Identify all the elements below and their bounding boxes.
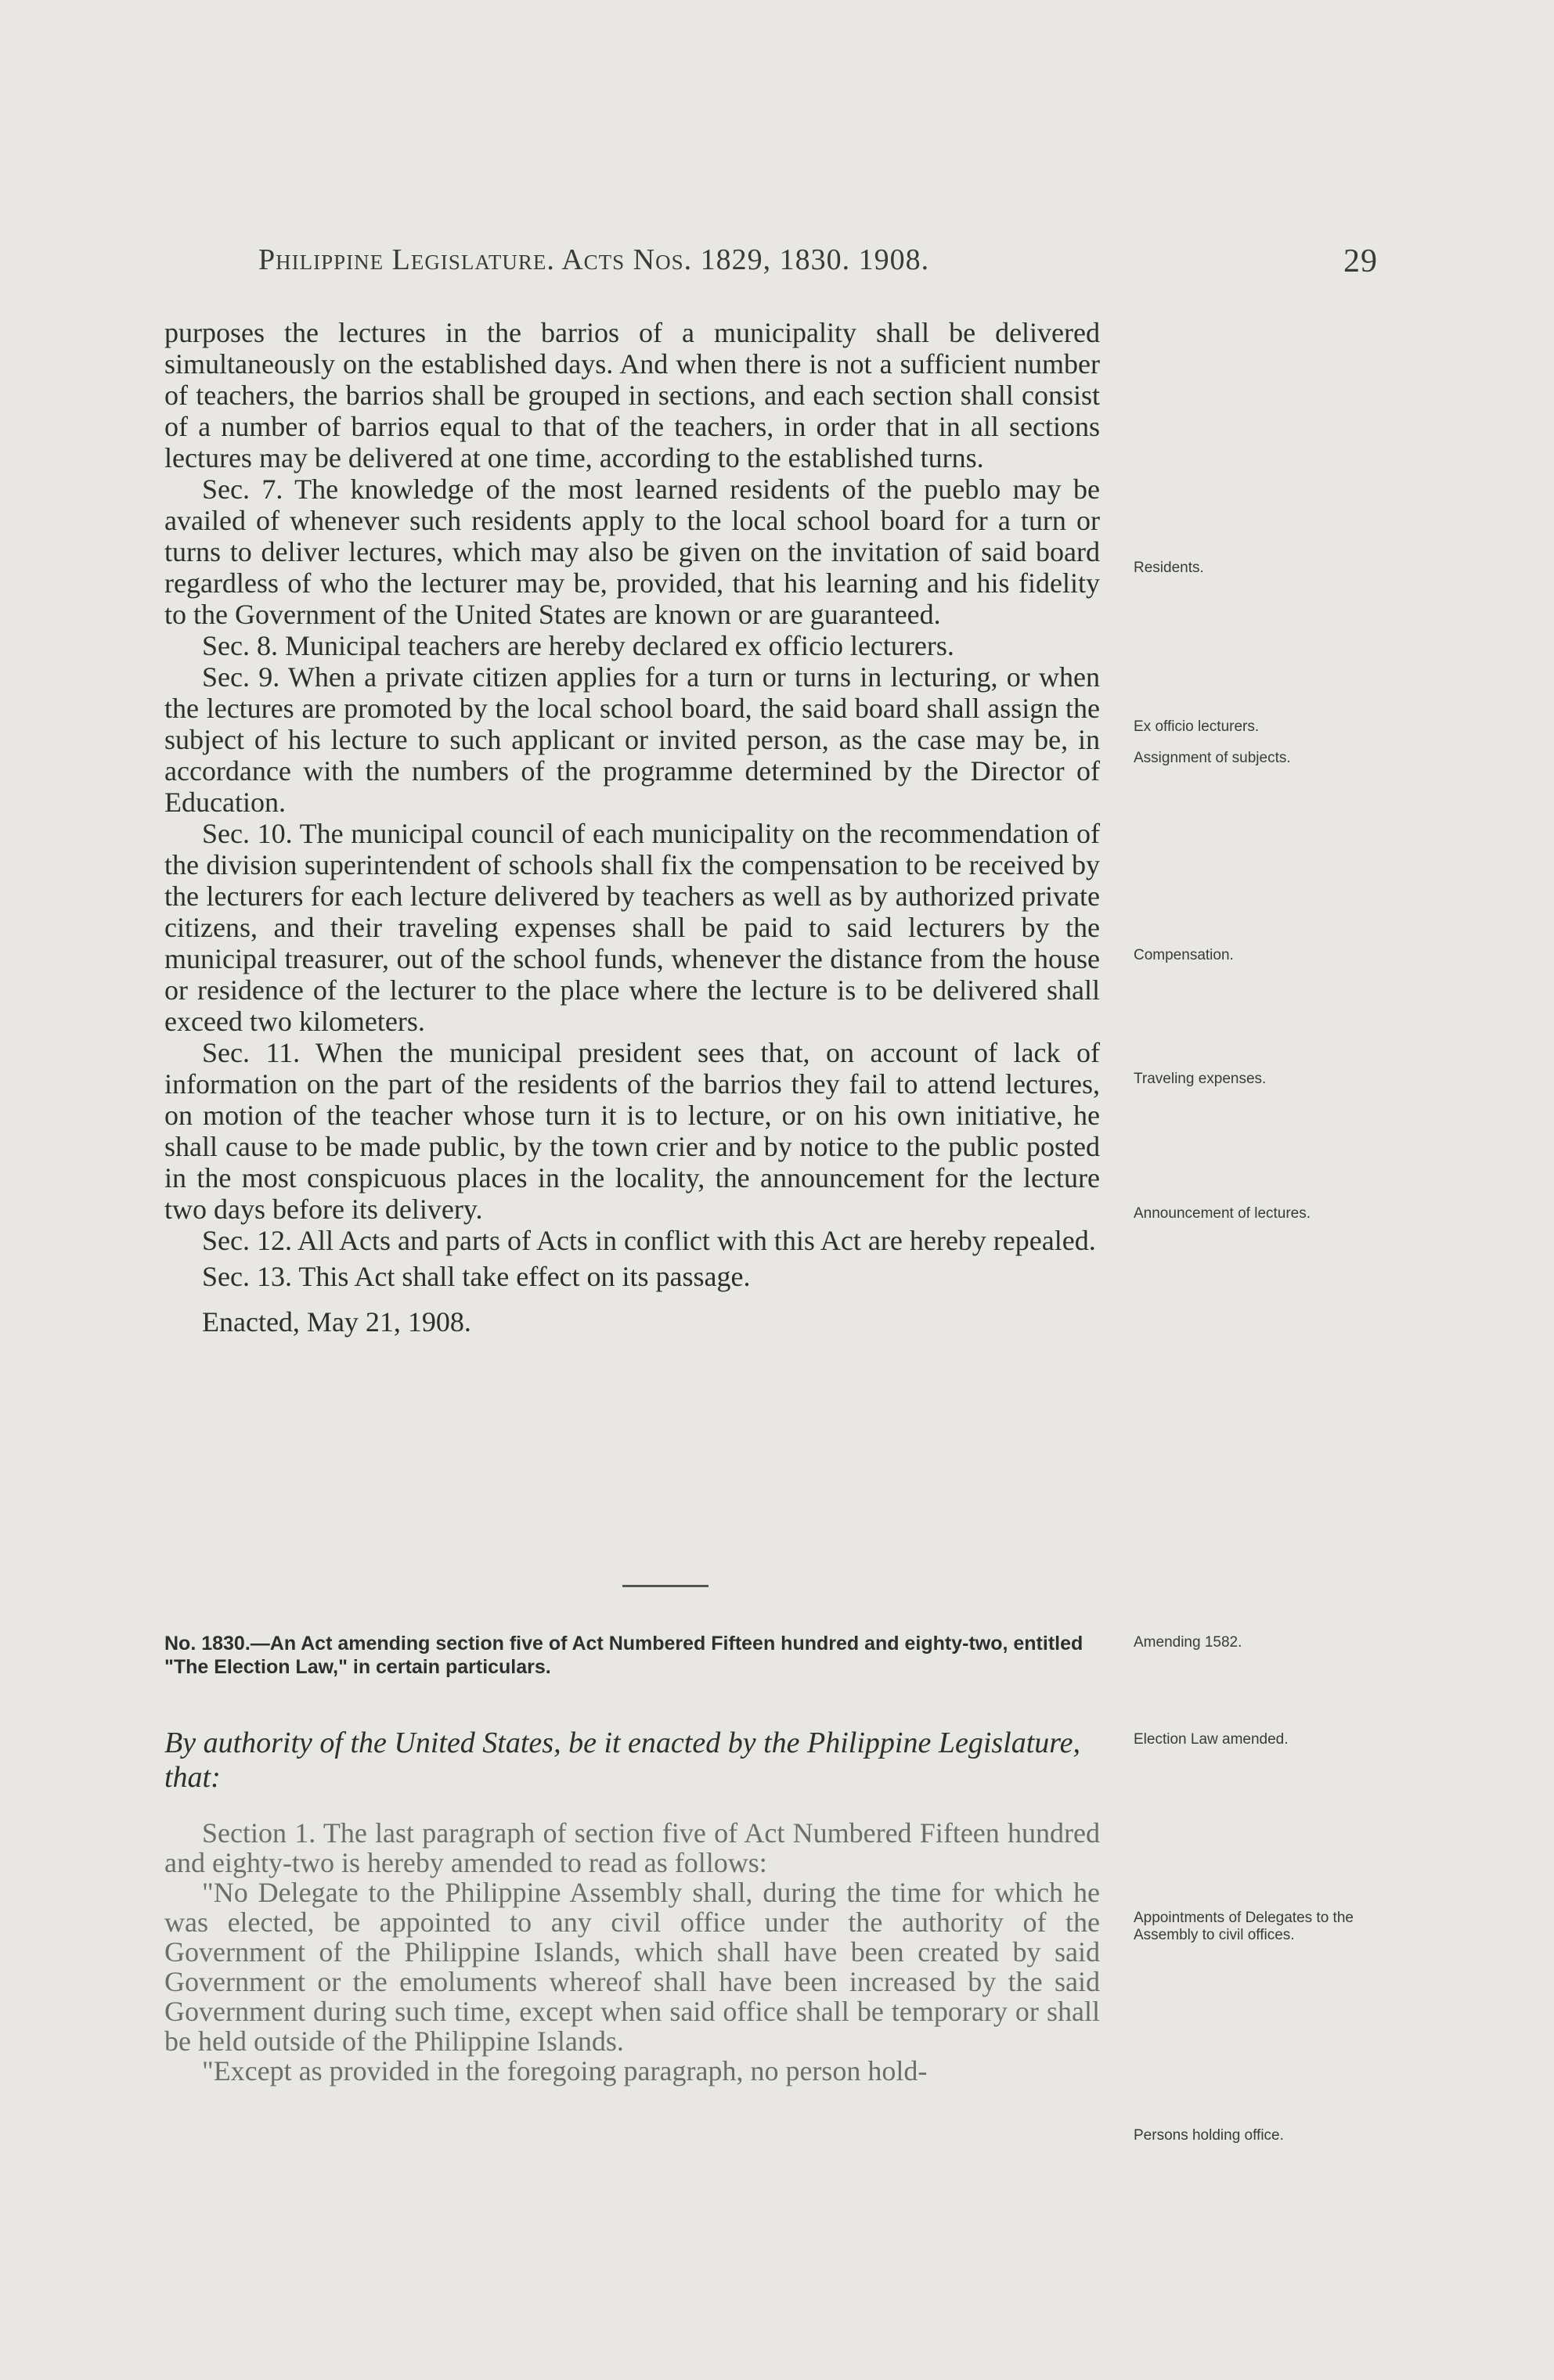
margin-note-assignment: Assignment of subjects. — [1134, 750, 1291, 766]
quoted-paragraph-2: "Except as provided in the foregoing paragraph, no person hold- — [202, 2055, 928, 2087]
section-1: Section 1. The last paragraph of section five of Act Numbered Fifteen hundred and eighty-two is hereby amended to read as follows: — [164, 1817, 1100, 1878]
margin-note-appointments: Appointments of Delegates to the Assembly to civil offices. — [1134, 1910, 1354, 1943]
margin-note-traveling: Traveling expenses. — [1134, 1071, 1267, 1087]
act-1830-title: No. 1830.—An Act amending section five of Act Numbered Fifteen hundred and eighty-two, entitled "The Election Law," in certain particulars. — [164, 1633, 1083, 1678]
section-divider — [622, 1585, 708, 1587]
section-13: Sec. 13. This Act shall take effect on its passage. — [202, 1261, 751, 1292]
act-1829-body — [164, 317, 1100, 1338]
quoted-paragraph-1: "No Delegate to the Philippine Assembly shall, during the time for which he was elected, be appointed to any civil office under the authority of the Government of the Philippine Islands, which shall have been created by said Government or the emoluments whereof shall have been increased by the said Government during such time, except when said office shall be temporary or shall be held outside of the Philippine Islands. — [164, 1877, 1100, 2057]
section-10: Sec. 10. The municipal council of each municipality on the recommendation of the division superintendent of schools shall fix the compensation to be received by the lecturers for each lecture delivered by teachers as well as by authorized private citizens, and their traveling expenses shall be paid to said lecturers by the municipal treasurer, out of the school funds, whenever the distance from the house or residence of the lecturer to the place where the lecture is to be delivered shall exceed two kilometers. — [164, 818, 1100, 1037]
header-title: Philippine Legislature. Acts Nos. 1829, 1830. 1908. — [258, 243, 930, 276]
section-9: Sec. 9. When a private citizen applies for a turn or turns in lecturing, or when the lectures are promoted by the local school board, the said board shall assign the subject of his lecture to such applicant or invited person, as the case may be, in accordance with the numbers of the programme determined by the Director of Education. — [164, 661, 1100, 818]
margin-note-compensation: Compensation. — [1134, 947, 1234, 963]
margin-note-announcement: Announcement of lectures. — [1134, 1205, 1311, 1222]
page-number: 29 — [1343, 243, 1378, 279]
paragraph-continuation: purposes the lectures in the barrios of a municipality shall be delivered simultaneously on the established days. And when there is not a sufficient number of teachers, the barrios shall be grouped in sections, and each section shall consist of a number of barrios equal to that of the teachers, in order that in all sections lectures may be delivered at one time, according to the established turns. — [164, 317, 1100, 473]
margin-note-residents: Residents. — [1134, 560, 1204, 576]
running-header — [258, 243, 1378, 290]
margin-note-election-law: Election Law amended. — [1134, 1731, 1289, 1748]
margin-note-ex-officio: Ex officio lecturers. — [1134, 718, 1260, 735]
section-12: Sec. 12. All Acts and parts of Acts in conflict with this Act are hereby repealed. — [202, 1225, 1096, 1256]
margin-note-persons-holding: Persons holding office. — [1134, 2127, 1284, 2144]
section-8: Sec. 8. Municipal teachers are hereby declared ex officio lecturers. — [202, 630, 954, 661]
section-7: Sec. 7. The knowledge of the most learned residents of the pueblo may be availed of whenever such residents apply to the local school board for a turn or turns to deliver lectures, which may also be given on the invitation of said board regardless of who the lecturer may be, provided, that his learning and his fidelity to the Government of the United States are known or are guaranteed. — [164, 473, 1100, 630]
section-11: Sec. 11. When the municipal president sees that, on account of lack of information on the part of the residents of the barrios they fail to attend lectures, on motion of the teacher whose turn it is to lecture, or on his own initiative, he shall cause to be made public, by the town crier and by notice to the public posted in the most conspicuous places in the locality, the announcement for the lecture two days before its delivery. — [164, 1037, 1100, 1225]
enacting-clause: By authority of the United States, be it enacted by the Philippine Legislature, that: — [164, 1726, 1081, 1794]
act-1830-body — [164, 1818, 1100, 2086]
margin-note-amending: Amending 1582. — [1134, 1634, 1242, 1651]
enacted-date: Enacted, May 21, 1908. — [202, 1306, 471, 1338]
